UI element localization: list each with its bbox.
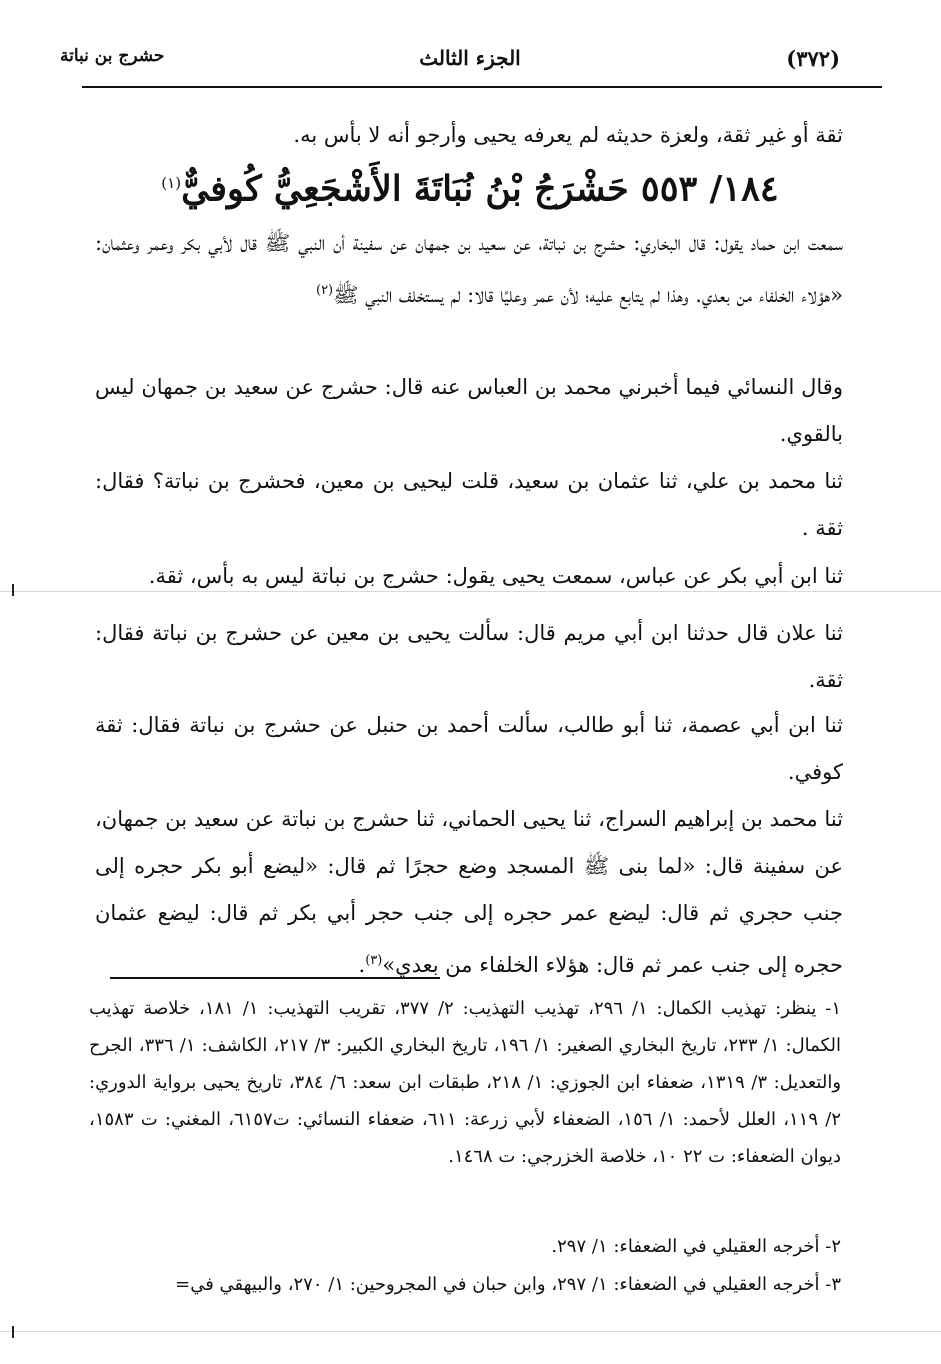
footnote-1: ١- ينظر: تهذيب الكمال: ١/ ٢٩٦، تهذيب التهذيب: ٢/ ٣٧٧، تقريب التهذيب: ١/ ١٨١، خلاصة تهذيب الكمال: ١/ ٢٣٣، تاريخ البخاري الصغير: ١/ ١٩٦، تاريخ البخاري الكبير: ٣/ ٢١٧، الكاشف: ١/ ٣٣٦، الجرح والتعديل: ٣/ ١٣١٩، ضعفاء ابن الجوزي: ١/ ٢١٨، طبقات ابن سعد: ٦/ ٣٨٤، تاريخ يحيى برواية الدوري: ٢/ ١١٩، العلل لأحمد: ١/ ١٥٦، الضعفاء لأبي زرعة: ٦١١، ضعفاء النسائي: ت٦١٥٧، المغني: ت ١٥٨٣، ديوان الضعفاء: ت ٢٢ ١٠، خلاصة الخزرجي: ت ١٤٦٨. [89,998,842,1167]
intro-text: ثقة أو غير ثقة، ولعزة حديثه لم يعرفه يحيى وأرجو أنه لا بأس به. [293,123,843,147]
part-title: الجزء الثالث [419,46,521,70]
paragraph-hadith-text: ثنا محمد بن إبراهيم السراج، ثنا يحيى الحماني، ثنا حشرج بن نباتة عن سعيد بن جمهان، عن سفينة قال: «لما بنى ﷺ المسجد وضع حجرًا ثم قال: «ليضع أبو بكر حجره إلى جنب حجري ثم قال: ليضع عمر حجره إلى جنب حجر أبي بكر ثم قال: ليضع عثمان حجره إلى جنب عمر ثم قال: هؤلاء الخلفاء من بعدي» [95,807,843,977]
paragraph-bukhari [95,220,843,319]
entry-title-text: ١٨٤/ ٥٥٣ حَشْرَجُ بْنُ نُبَاتَةَ الأَشْجَعِيُّ كُوفيٌّ [181,168,779,210]
footnote-ref-1: (١) [161,174,182,192]
intro-paragraph [95,112,843,159]
footnote-separator [110,977,440,979]
paragraph-ahmad [95,702,843,796]
paragraph-ibn-main-text: ثنا محمد بن علي، ثنا عثمان بن سعيد، قلت ليحيى بن معين، فحشرج بن نباتة؟ فقال: ثقة . [95,469,843,540]
entry-title [150,158,790,215]
footnote-2: ٢- أخرجه العقيلي في الضعفاء: ١/ ٢٩٧. [551,1236,841,1257]
paragraph-hadith: ثنا محمد بن إبراهيم السراج، ثنا يحيى الحماني، ثنا حشرج بن نباتة عن سعيد بن جمهان، عن سفينة قال: «لما بنى ﷺ المسجد وضع حجرًا ثم قال: «ليضع أبو بكر حجره إلى جنب حجري ثم قال: ليضع عمر حجره إلى جنب حجر أبي بكر ثم قال: ليضع عثمان حجره إلى جنب عمر ثم قال: هؤلاء الخلفاء من بعدي»$^{(٣)}$. [95,807,843,977]
header-rule [82,86,882,88]
paragraph-abbas [95,553,843,600]
running-head: حشرج بن نباتة [60,46,165,66]
paragraph-allan-text: ثنا علان قال حدثنا ابن أبي مريم قال: سألت يحيى بن معين عن حشرج بن نباتة فقال: ثقة. [95,621,843,692]
paragraph-ahmad-text: ثنا ابن أبي عصمة، ثنا أبو طالب، سألت أحمد بن حنبل عن حشرج بن نباتة فقال: ثقة كوفي. [95,713,843,784]
footnote-ref-2: (٢) [315,283,334,298]
footnote-ref-3: (٣) [365,953,383,968]
paragraph-nasai-text: وقال النسائي فيما أخبرني محمد بن العباس عنه قال: حشرج عن سعيد بن جمهان ليس بالقوي. [95,375,843,446]
paragraph-abbas-text: ثنا ابن أبي بكر عن عباس، سمعت يحيى يقول: حشرج بن نباتة ليس به بأس، ثقة. [148,564,843,588]
paragraph-nasai [95,364,843,458]
paragraph-bukhari-text: سمعت ابن حماد يقول: قال البخاري: حشرج بن نباتة، عن سعيد بن جمهان عن سفينة أن النبي ﷺ قال لأبي بكر وعمر وعثمان: «هؤلاء الخلفاء من بعدي. وهذا لم يتابع عليه؛ لأن عمر وعليًا قالا: لم يستخلف النبي ﷺ [95,231,843,307]
edge-mark [12,584,24,596]
scan-artifact-line [0,1331,941,1332]
paragraph-allan [95,610,843,704]
page-number: (٣٧٢) [786,46,840,71]
scan-artifact-line [0,591,941,592]
edge-mark [12,1326,24,1338]
footnote-3: ٣- أخرجه العقيلي في الضعفاء: ١/ ٢٩٧، وابن حبان في المجروحين: ١/ ٢٧٠، والبيهقي في= [175,1274,841,1295]
paragraph-ibn-main [95,458,843,552]
page-header [40,40,900,80]
